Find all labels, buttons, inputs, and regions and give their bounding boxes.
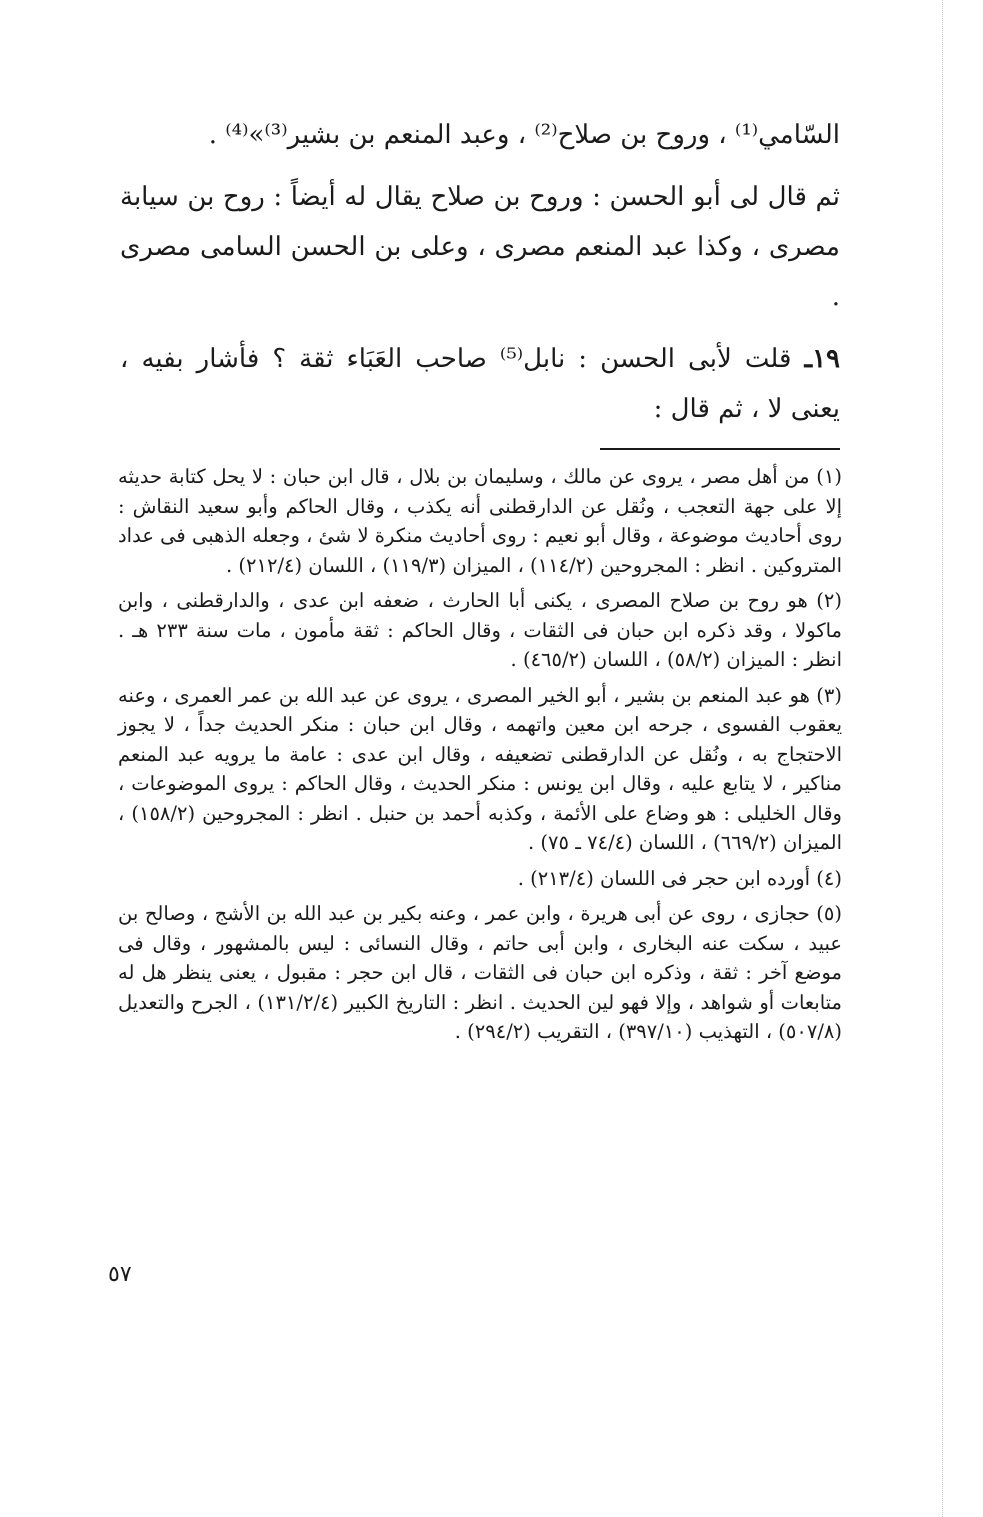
footnote-5: (٥) حجازى ، روى عن أبى هريرة ، وابن عمر ، وعنه بكير بن عبد الله بن الأشج ، وصالح بن عبيد ، سكت عنه البخارى ، وابن أبى حاتم ، وقال النسائى : ليس بالمشهور ، وقال فى موضع آخر : ثقة ، وذكره ابن حبان فى الثقات ، قال ابن حجر : مقبول ، يعنى ينظر هل له متابعات أو شواهد ، وإلا فهو لين الحديث . انظر : التاريخ الكبير (١٣١/٢/٤) ، الجرح والتعديل (٥٠٧/٨) ، التهذيب (٣٩٧/١٠) ، التقريب (٢٩٤/٢) . (118, 902, 842, 1043)
footnote-separator (600, 448, 840, 450)
footnote-3: (٣) هو عبد المنعم بن بشير ، أبو الخير المصرى ، يروى عن عبد الله بن عمر العمرى ، وعنه يعقوب الفسوى ، جرحه ابن معين واتهمه ، وقال ابن حبان : منكر الحديث جداً ، لا يجوز الاحتجاج به ، ونُقل عن الدارقطنى تضعيفه ، وقال ابن عدى : عامة ما يرويه عبد المنعم مناكير ، لا يتابع عليه ، وقال ابن يونس : منكر الحديث ، وقال الحاكم : يروى الموضوعات ، وقال الخليلى : هو وضاع على الأئمة ، وكذبه أحمد بن حنبل . انظر : المجروحين (١٥٨/٢) ، الميزان (٦٦٩/٢) ، اللسان (٧٤/٤ ـ ٧٥) . (118, 683, 842, 854)
footnotes (118, 462, 842, 1053)
page-number: ٥٧ (108, 1262, 132, 1287)
footnote-1: (١) من أهل مصر ، يروى عن مالك ، وسليمان بن بلال ، قال ابن حبان : لا يحل كتابة حديثه إلا على جهة التعجب ، ونُقل عن الدارقطنى أنه يكذب ، وقال الحاكم وأبو سعيد النقاش : روى أحاديث موضوعة ، وقال أبو نعيم : روى أحاديث منكرة لا شئ ، وجعله الذهبى فى عداد المتروكين . انظر : المجروحين (١١٤/٢) ، الميزان (١١٩/٣) ، اللسان (٢١٢/٤) . (118, 465, 842, 577)
main-line-1: السّامي⁽¹⁾ ، وروح بن صلاح⁽²⁾ ، وعبد المنعم بن بشير⁽³⁾»⁽⁴⁾ . (208, 120, 840, 150)
main-paragraph-1: ثم قال لى أبو الحسن : وروح بن صلاح يقال له أيضاً : روح بن سيابة مصرى ، وكذا عبد المنعم مصرى ، وعلى بن الحسن السامى مصرى . (120, 182, 840, 312)
paragraph-19-text: قلت لأبى الحسن : نابل⁽⁵⁾ صاحب العَبَاء ثقة ؟ فأشار بفيه ، يعنى لا ، ثم قال : (120, 344, 840, 424)
footnote-2: (٢) هو روح بن صلاح المصرى ، يكنى أبا الحارث ، ضعفه ابن عدى ، والدارقطنى ، وابن ماكولا ، وقد ذكره ابن حبان فى الثقات ، وقال الحاكم : ثقة مأمون ، مات سنة ٢٣٣ هـ . انظر : الميزان (٥٨/٢) ، اللسان (٤٦٥/٢) . (118, 589, 843, 671)
footnote-4: (٤) أورده ابن حجر فى اللسان (٢١٣/٤) . (517, 866, 842, 890)
main-paragraph-19 (120, 334, 840, 434)
paragraph-number: ١٩ـ (804, 344, 841, 374)
scan-edge-line (942, 0, 943, 1517)
main-text (120, 110, 840, 446)
